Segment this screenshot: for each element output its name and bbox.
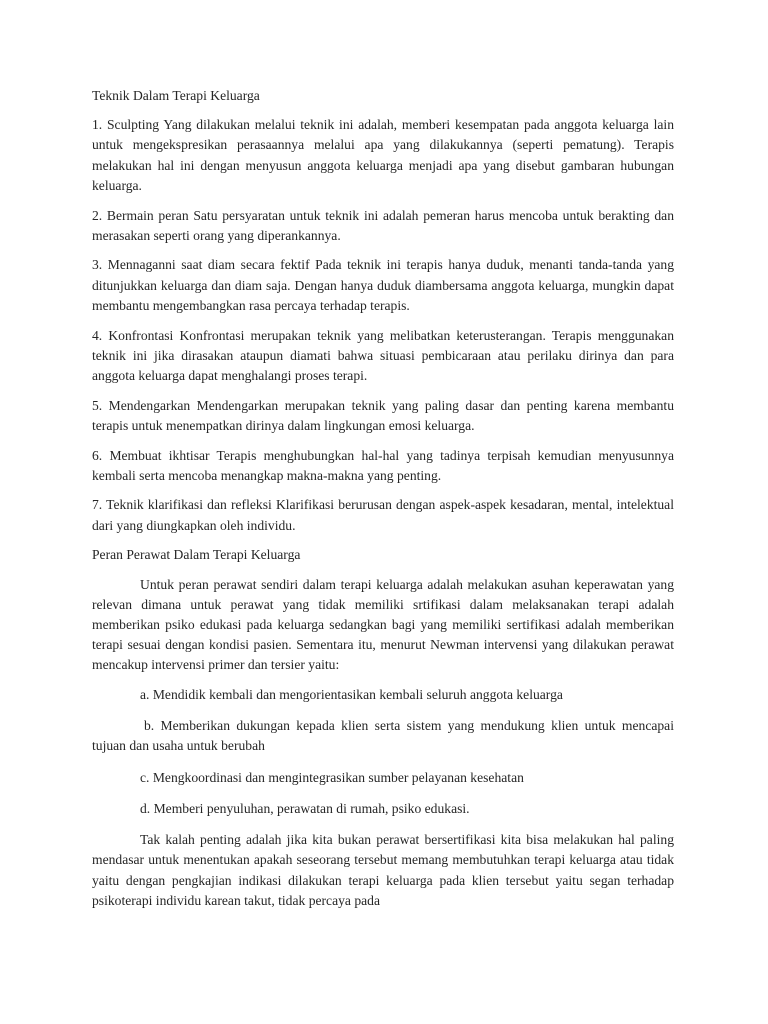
nurse-role-paragraph: Untuk peran perawat sendiri dalam terapi keluarga adalah melakukan asuhan keperawatan yang relevan dimana untuk perawat yang tidak memiliki srtifikasi dalam melaksanakan terapi adalah memberikan psiko edukasi pada keluarga sedangkan bagi yang memiliki sertifikasi adalah memberikan terapi sesuai dengan kondisi pasien. Sementara itu, menurut Newman intervensi yang dilakukan perawat mencakup intervensi primer dan tersier yaitu: [92,576,674,673]
list-item-c: c. Mengkoordinasi dan mengintegrasikan sumber pelayanan kesehatan [140,769,524,785]
section-heading-techniques: Teknik Dalam Terapi Keluarga [92,88,260,103]
technique-paragraph-7: 7. Teknik klarifikasi dan refleksi Klarifikasi berurusan dengan aspek-aspek kesadaran, mental, intelektual dari yang diungkapkan oleh individu. [92,497,674,533]
technique-paragraph-1: 1. Sculpting Yang dilakukan melalui teknik ini adalah, memberi kesempatan pada anggota keluarga lain untuk mengekspresikan perasaannya melalui apa yang dilakukannya (seperti pematung). Terapis melakukan hal ini dengan menyusun anggota keluarga menjadi apa yang disebut gambaran hubungan keluarga. [92,117,674,193]
closing-paragraph: Tak kalah penting adalah jika kita bukan perawat bersertifikasi kita bisa melakukan hal paling mendasar untuk menentukan apakah seseorang tersebut memang membutuhkan terapi keluarga atau tidak yaitu dengan pengkajian indikasi dilakukan terapi keluarga pada klien tersebut yaitu segan terhadap psikoterapi individu karean takut, tidak percaya pada [92,832,674,908]
list-item-b: b. Memberikan dukungan kepada klien serta sistem yang mendukung klien untuk mencapai tujuan dan usaha untuk berubah [92,718,674,754]
technique-paragraph-2: 2. Bermain peran Satu persyaratan untuk teknik ini adalah pemeran harus mencoba untuk berakting dan merasakan seperti orang yang diperankannya. [92,207,674,243]
document-page [92,86,674,920]
technique-paragraph-6: 6. Membuat ikhtisar Terapis menghubungkan hal-hal yang tadinya terpisah kemudian menyusunnya kembali serta mencoba menangkap makna-makna yang penting. [92,447,674,483]
section-heading-nurse-role: Peran Perawat Dalam Terapi Keluarga [92,547,301,563]
list-item-d: d. Memberi penyuluhan, perawatan di rumah, psiko edukasi. [140,800,470,816]
list-item-a: a. Mendidik kembali dan mengorientasikan kembali seluruh anggota keluarga [140,687,563,703]
technique-paragraph-5: 5. Mendengarkan Mendengarkan merupakan teknik yang paling dasar dan penting karena membantu terapis untuk menempatkan dirinya dalam lingkungan emosi keluarga. [92,397,674,433]
technique-paragraph-3: 3. Mennaganni saat diam secara fektif Pada teknik ini terapis hanya duduk, menanti tanda-tanda yang ditunjukkan keluarga dan diam saja. Dengan hanya duduk diambersama anggota keluarga, mungkin dapat membantu mengembangkan rasa percaya terhadap terapis. [92,257,674,313]
technique-paragraph-4: 4. Konfrontasi Konfrontasi merupakan teknik yang melibatkan keterusterangan. Terapis menggunakan teknik ini jika dirasakan ataupun diamati bahwa situasi pembicaraan atau perilaku dirinya dan para anggota keluarga dapat menghalangi proses terapi. [92,327,674,383]
